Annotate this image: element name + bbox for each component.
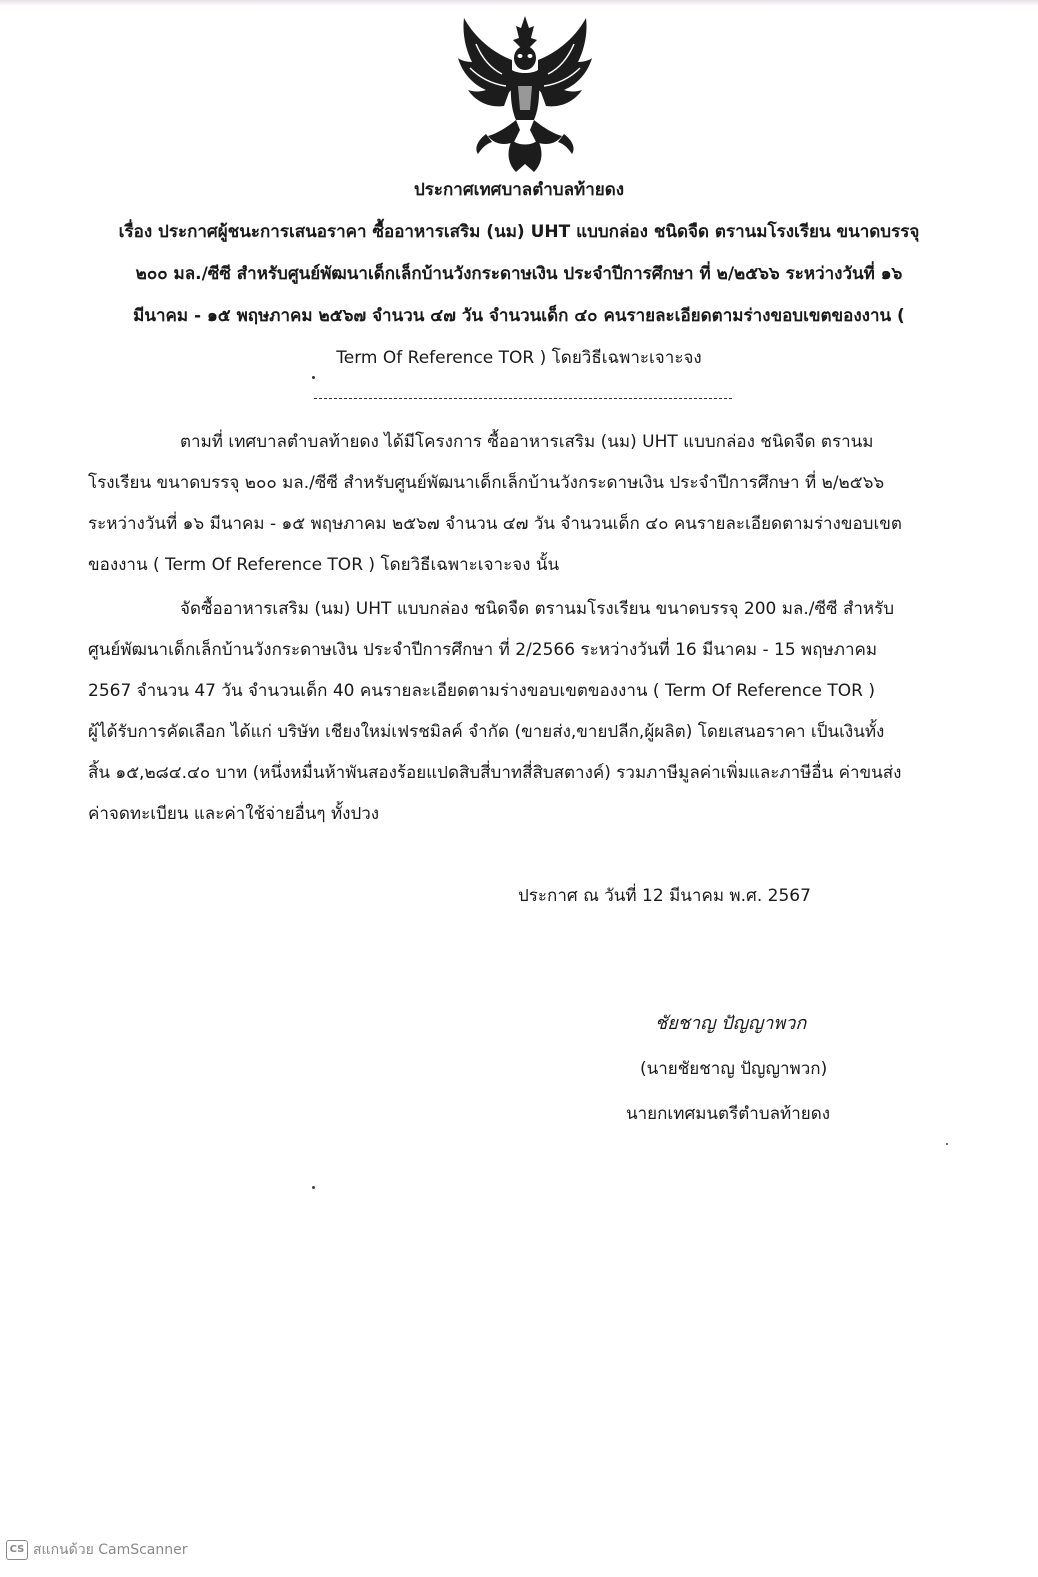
announce-date: ประกาศ ณ วันที่ 12 มีนาคม พ.ศ. 2567	[518, 886, 811, 906]
subject-line-1: เรื่อง ประกาศผู้ชนะการเสนอราคา ซื้ออาหารเสริม (นม) UHT แบบกล่อง ชนิดจืด ตรานมโรงเรียน ขนาดบรรจุ	[118, 222, 920, 242]
scan-speck	[312, 376, 315, 379]
subject-line-2: ๒๐๐ มล./ซีซี สำหรับศูนย์พัฒนาเด็กเล็กบ้านวังกระดาษเงิน ประจำปีการศึกษา ที่ ๒/๒๕๖๖ ระหว่างวันที่ ๑๖	[135, 264, 903, 284]
scan-speck	[312, 1186, 315, 1189]
paragraph1-line-2: โรงเรียน ขนาดบรรจุ ๒๐๐ มล./ซีซี สำหรับศูนย์พัฒนาเด็กเล็กบ้านวังกระดาษเงิน ประจำปีการศึกษา ที่ ๒/๒๕๖๖	[88, 473, 885, 493]
paragraph2-line-3: 2567 จำนวน 47 วัน จำนวนเด็ก 40 คนรายละเอียดตามร่างขอบเขตของงาน ( Term Of Reference TOR )	[88, 681, 875, 701]
camscanner-logo-icon: CS	[6, 1540, 28, 1560]
paragraph1-line-4: ของงาน ( Term Of Reference TOR ) โดยวิธีเฉพาะเจาะจง นั้น	[88, 555, 560, 575]
paragraph2-line-1: จัดซื้ออาหารเสริม (นม) UHT แบบกล่อง ชนิดจืด ตรานมโรงเรียน ขนาดบรรจุ 200 มล./ซีซี สำหรับ	[180, 599, 895, 619]
paragraph2-line-2: ศูนย์พัฒนาเด็กเล็กบ้านวังกระดาษเงิน ประจำปีการศึกษา ที่ 2/2566 ระหว่างวันที่ 16 มีนาคม - 15 พฤษภาคม	[88, 640, 878, 660]
dashed-separator	[314, 398, 732, 399]
subject-line-3: มีนาคม - ๑๕ พฤษภาคม ๒๕๖๗ จำนวน ๔๗ วัน จำนวนเด็ก ๔๐ คนรายละเอียดตามร่างขอบเขตของงาน (	[133, 306, 905, 326]
camscanner-watermark	[6, 1539, 188, 1561]
scan-top-edge	[0, 0, 1038, 6]
signer-name: (นายชัยชาญ ปัญญาพวก)	[640, 1059, 828, 1079]
scan-speck	[946, 1143, 948, 1145]
document-title: ประกาศเทศบาลตำบลท้ายดง	[413, 180, 625, 200]
signer-title: นายกเทศมนตรีตำบลท้ายดง	[626, 1104, 831, 1124]
paragraph1-line-3: ระหว่างวันที่ ๑๖ มีนาคม - ๑๕ พฤษภาคม ๒๕๖๗ จำนวน ๔๗ วัน จำนวนเด็ก ๔๐ คนรายละเอียดตามร่างขอบเขต	[88, 514, 902, 534]
garuda-emblem-icon	[456, 14, 594, 174]
handwritten-signature: ชัยชาญ ปัญญาพวก	[655, 1013, 807, 1034]
subject-line-4: Term Of Reference TOR ) โดยวิธีเฉพาะเจาะจง	[336, 348, 702, 368]
paragraph1-line-1: ตามที่ เทศบาลตำบลท้ายดง ได้มีโครงการ ซื้ออาหารเสริม (นม) UHT แบบกล่อง ชนิดจืด ตรานม	[180, 432, 874, 452]
watermark-text: สแกนด้วย CamScanner	[33, 1542, 188, 1558]
paragraph2-line-4: ผู้ได้รับการคัดเลือก ได้แก่ บริษัท เชียงใหม่เฟรชมิลค์ จำกัด (ขายส่ง,ขายปลีก,ผู้ผลิต) โดยเสนอราคา เป็นเงินทั้ง	[88, 722, 885, 742]
paragraph2-line-6: ค่าจดทะเบียน และค่าใช้จ่ายอื่นๆ ทั้งปวง	[88, 804, 380, 824]
paragraph2-line-5: สิ้น ๑๕,๒๘๔.๔๐ บาท (หนึ่งหมื่นห้าพันสองร้อยแปดสิบสี่บาทสี่สิบสตางค์) รวมภาษีมูลค่าเพิ่มและภาษีอื่น ค่าขนส่ง	[88, 763, 902, 783]
